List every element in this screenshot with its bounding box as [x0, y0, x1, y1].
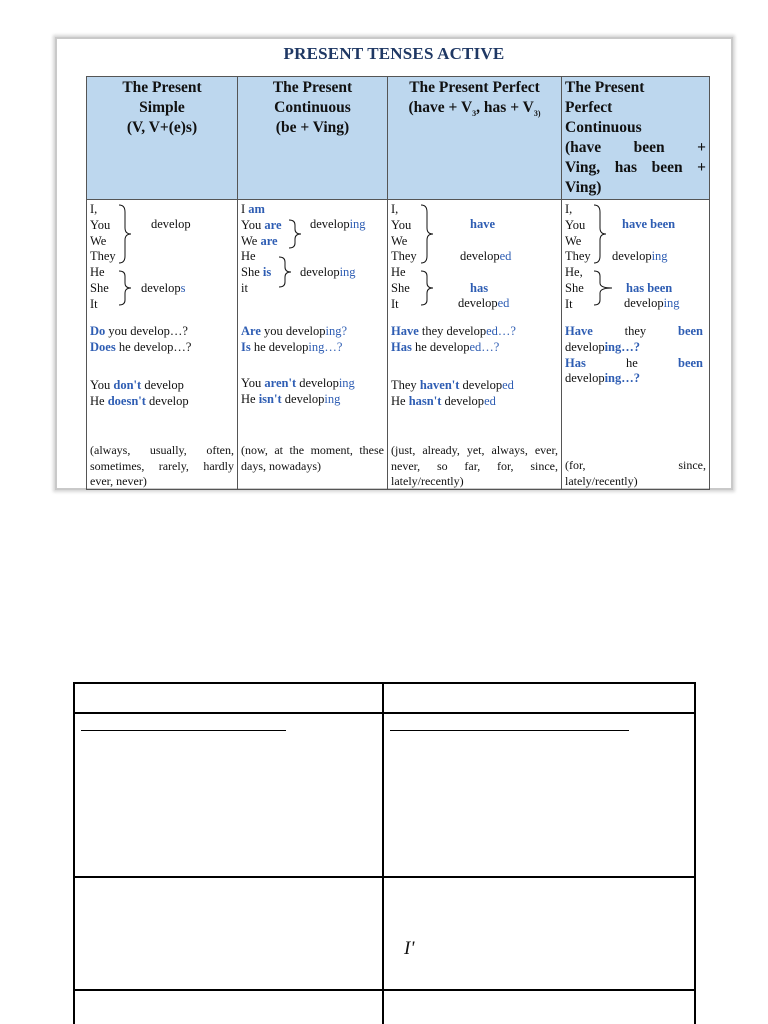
page-title: PRESENT TENSES ACTIVE — [283, 44, 505, 63]
pronoun: You — [90, 217, 111, 232]
verb-form: develop — [151, 217, 191, 231]
verb-base: develop — [612, 249, 652, 263]
tenses-table — [86, 76, 710, 490]
aux: doesn't — [107, 393, 146, 408]
subject-line — [241, 218, 282, 234]
aux: hasn't — [408, 393, 442, 408]
verb-suffix: ed — [497, 296, 510, 310]
negative-line — [391, 378, 514, 394]
pronoun: She — [90, 280, 109, 295]
question-line — [391, 324, 516, 340]
header-line: Ving, has been + — [565, 159, 706, 176]
verb-base: develop — [310, 217, 350, 231]
suffix: ing — [324, 391, 341, 406]
aux: haven't — [419, 378, 460, 392]
question-forms — [565, 324, 703, 387]
header-present-perfect — [388, 77, 562, 200]
pronoun: She — [391, 280, 410, 295]
verb-form — [460, 249, 511, 265]
negative-forms — [90, 378, 189, 410]
text: You — [90, 378, 114, 392]
verb-base: develop — [300, 265, 340, 279]
pronoun: It — [565, 296, 573, 311]
text: I — [241, 202, 249, 216]
cell-present-perfect-continuous — [562, 200, 710, 490]
verb-suffix: ed — [499, 249, 512, 263]
pronoun: You — [391, 217, 412, 232]
question-line — [565, 324, 703, 340]
pronoun-list — [565, 202, 591, 313]
pronoun: You — [565, 217, 586, 232]
pronoun: It — [90, 296, 98, 311]
header-line: The Present — [565, 79, 645, 96]
verb-form — [612, 249, 668, 265]
text: develop — [281, 391, 325, 406]
text: He — [90, 393, 108, 408]
text: you develop…? — [105, 324, 188, 338]
subject-list — [241, 202, 282, 297]
verb-suffix: s — [180, 281, 186, 295]
header-line: Simple — [139, 99, 185, 116]
text: he develop — [250, 339, 309, 354]
aux: is — [262, 265, 272, 280]
text: develop — [565, 339, 605, 354]
header-line: (be + Ving) — [275, 119, 350, 136]
text: he — [626, 355, 638, 370]
pronoun: I, — [565, 202, 573, 216]
question-line — [241, 324, 347, 340]
pronoun: They — [391, 249, 417, 264]
aux: isn't — [258, 391, 282, 406]
verb-form — [624, 296, 680, 312]
table-row-divider — [73, 712, 696, 714]
table-border-top — [73, 682, 696, 684]
suffix: ing…? — [604, 371, 641, 386]
header-line: Continuous — [274, 99, 351, 116]
header-text: (have + V — [408, 99, 473, 116]
header-line — [391, 98, 558, 124]
header-line: The Present — [122, 79, 202, 96]
text-glyph: I' — [404, 938, 415, 959]
text: He — [241, 391, 259, 406]
header-line: (V, V+(e)s) — [126, 119, 198, 136]
negative-line — [90, 394, 189, 410]
header-present-simple — [87, 77, 238, 200]
aux: Does — [90, 339, 116, 354]
text: We — [241, 233, 261, 248]
text: She — [241, 265, 263, 280]
text: develop — [459, 378, 503, 392]
verb-suffix: ing — [349, 217, 366, 231]
question-forms — [241, 324, 347, 356]
text: he develop — [411, 339, 470, 354]
negative-forms — [241, 376, 355, 408]
cell-present-simple — [87, 200, 238, 490]
table-row-divider — [73, 876, 696, 878]
aux-have: have — [470, 217, 495, 231]
suffix: ing — [338, 376, 355, 390]
adverbs-line: lately/recently) — [565, 473, 638, 488]
suffix: ed — [502, 378, 514, 392]
pronoun: They — [565, 249, 591, 264]
aux: are — [260, 233, 278, 248]
aux-has-been: has been — [626, 281, 673, 295]
question-line — [565, 340, 703, 356]
brace-icon — [288, 219, 302, 249]
brace-icon — [592, 270, 614, 306]
question-forms — [90, 324, 191, 356]
header-line: Perfect — [565, 99, 613, 116]
aux: Are — [241, 324, 261, 338]
subject-line — [241, 265, 282, 281]
verb-form — [310, 217, 366, 233]
brace-icon — [117, 270, 133, 306]
pronoun: They — [90, 249, 116, 264]
question-line — [90, 324, 191, 340]
brace-icon — [592, 204, 608, 264]
brace-icon — [419, 270, 435, 306]
text: you develop — [260, 324, 326, 338]
text: since, — [678, 458, 706, 472]
subscript: 3) — [533, 109, 541, 119]
question-line — [90, 340, 191, 356]
pronoun: I, — [391, 202, 399, 216]
aux: Have — [391, 324, 419, 338]
negative-line — [241, 376, 355, 392]
header-line: The Present Perfect — [409, 79, 540, 96]
header-present-perfect-continuous — [562, 77, 710, 200]
pronoun: We — [391, 233, 408, 248]
aux: Has — [565, 355, 586, 370]
header-line: Ving) — [565, 179, 602, 196]
verb-suffix: ing — [663, 296, 680, 310]
text: They — [391, 378, 420, 392]
pronoun: We — [90, 233, 107, 248]
verb-base: develop — [460, 249, 500, 263]
aux-have-been: have been — [622, 217, 676, 231]
table-border-left — [73, 682, 75, 1024]
text: he develop…? — [115, 339, 192, 354]
aux: Have — [565, 324, 593, 338]
question-line — [565, 371, 703, 387]
verb-form — [141, 281, 185, 297]
brace-icon — [117, 204, 133, 264]
header-line: (have been + — [565, 139, 706, 156]
aux: Do — [90, 324, 106, 338]
verb-form — [458, 296, 509, 312]
suffix: ed…? — [469, 339, 500, 354]
header-line: The Present — [272, 79, 353, 96]
suffix: ed — [484, 393, 496, 408]
aux-has: has — [470, 281, 489, 295]
text: (for, — [565, 458, 586, 472]
text: develop — [145, 393, 189, 408]
text: You — [241, 217, 265, 232]
subject-line: it — [241, 280, 248, 295]
verb-suffix: ing — [651, 249, 668, 263]
pronoun: I, — [90, 202, 98, 216]
aux: Has — [391, 339, 412, 354]
adverbs-list: (always, usually, often, sometimes, rarely, hardly ever, never) — [90, 443, 234, 488]
blank-line — [390, 730, 629, 731]
text: You — [241, 376, 265, 390]
text: He — [391, 393, 409, 408]
verb-base: develop — [624, 296, 664, 310]
question-line — [565, 356, 703, 372]
aux: aren't — [264, 376, 297, 390]
tenses-image-frame — [55, 37, 733, 490]
aux: been — [678, 324, 703, 338]
question-line — [241, 340, 347, 356]
pronoun: He — [90, 265, 105, 280]
brace-icon — [278, 256, 292, 288]
subject-line: He — [241, 249, 256, 264]
aux: are — [264, 217, 282, 232]
header-row — [87, 77, 710, 200]
subscript: 3 — [472, 109, 477, 119]
pronoun: She — [565, 280, 584, 295]
verb-suffix: ing — [339, 265, 356, 279]
pronoun-list — [391, 202, 417, 313]
aux: don't — [113, 378, 142, 392]
adverbs-list — [565, 458, 706, 489]
header-present-continuous — [238, 77, 388, 200]
subject-line — [241, 202, 282, 218]
question-forms — [391, 324, 516, 356]
suffix: ing? — [325, 324, 348, 338]
table-border-middle — [382, 682, 384, 1024]
table-border-right — [694, 682, 696, 1024]
question-line — [391, 340, 516, 356]
pronoun: He — [391, 265, 406, 280]
pronoun-list — [90, 202, 116, 313]
aux: Is — [241, 339, 251, 354]
verb-base: develop — [458, 296, 498, 310]
blank-line — [81, 730, 286, 731]
verb-base: develop — [141, 281, 181, 295]
pronoun: We — [565, 233, 582, 248]
text: they — [624, 324, 647, 338]
verb-form — [300, 265, 356, 281]
body-row — [87, 200, 710, 490]
pronoun: He, — [565, 265, 583, 280]
text: develop — [141, 378, 184, 392]
adverbs-list: (just, already, yet, always, ever, never, so far, for, since, lately/recently) — [391, 443, 558, 488]
negative-line — [241, 392, 355, 408]
negative-line — [391, 394, 514, 410]
negative-forms — [391, 378, 514, 410]
text: develop — [441, 393, 485, 408]
text: develop — [296, 376, 339, 390]
aux: been — [678, 355, 703, 370]
text: they develop — [418, 324, 487, 338]
cell-present-continuous — [238, 200, 388, 490]
adverbs-list: (now, at the moment, these days, nowadays) — [241, 443, 384, 473]
suffix: ing…? — [604, 339, 641, 354]
pronoun: It — [391, 296, 399, 311]
table-row-divider — [73, 989, 696, 991]
text: develop — [565, 371, 605, 386]
adverbs-line — [565, 458, 706, 474]
brace-icon — [419, 204, 435, 264]
subject-line — [241, 234, 282, 250]
cell-present-perfect — [388, 200, 562, 490]
header-line: Continuous — [565, 119, 642, 136]
header-text: , has + V — [476, 99, 534, 116]
aux: am — [248, 202, 265, 216]
negative-line — [90, 378, 189, 394]
suffix: ing…? — [308, 339, 343, 354]
suffix: ed…? — [486, 324, 516, 338]
